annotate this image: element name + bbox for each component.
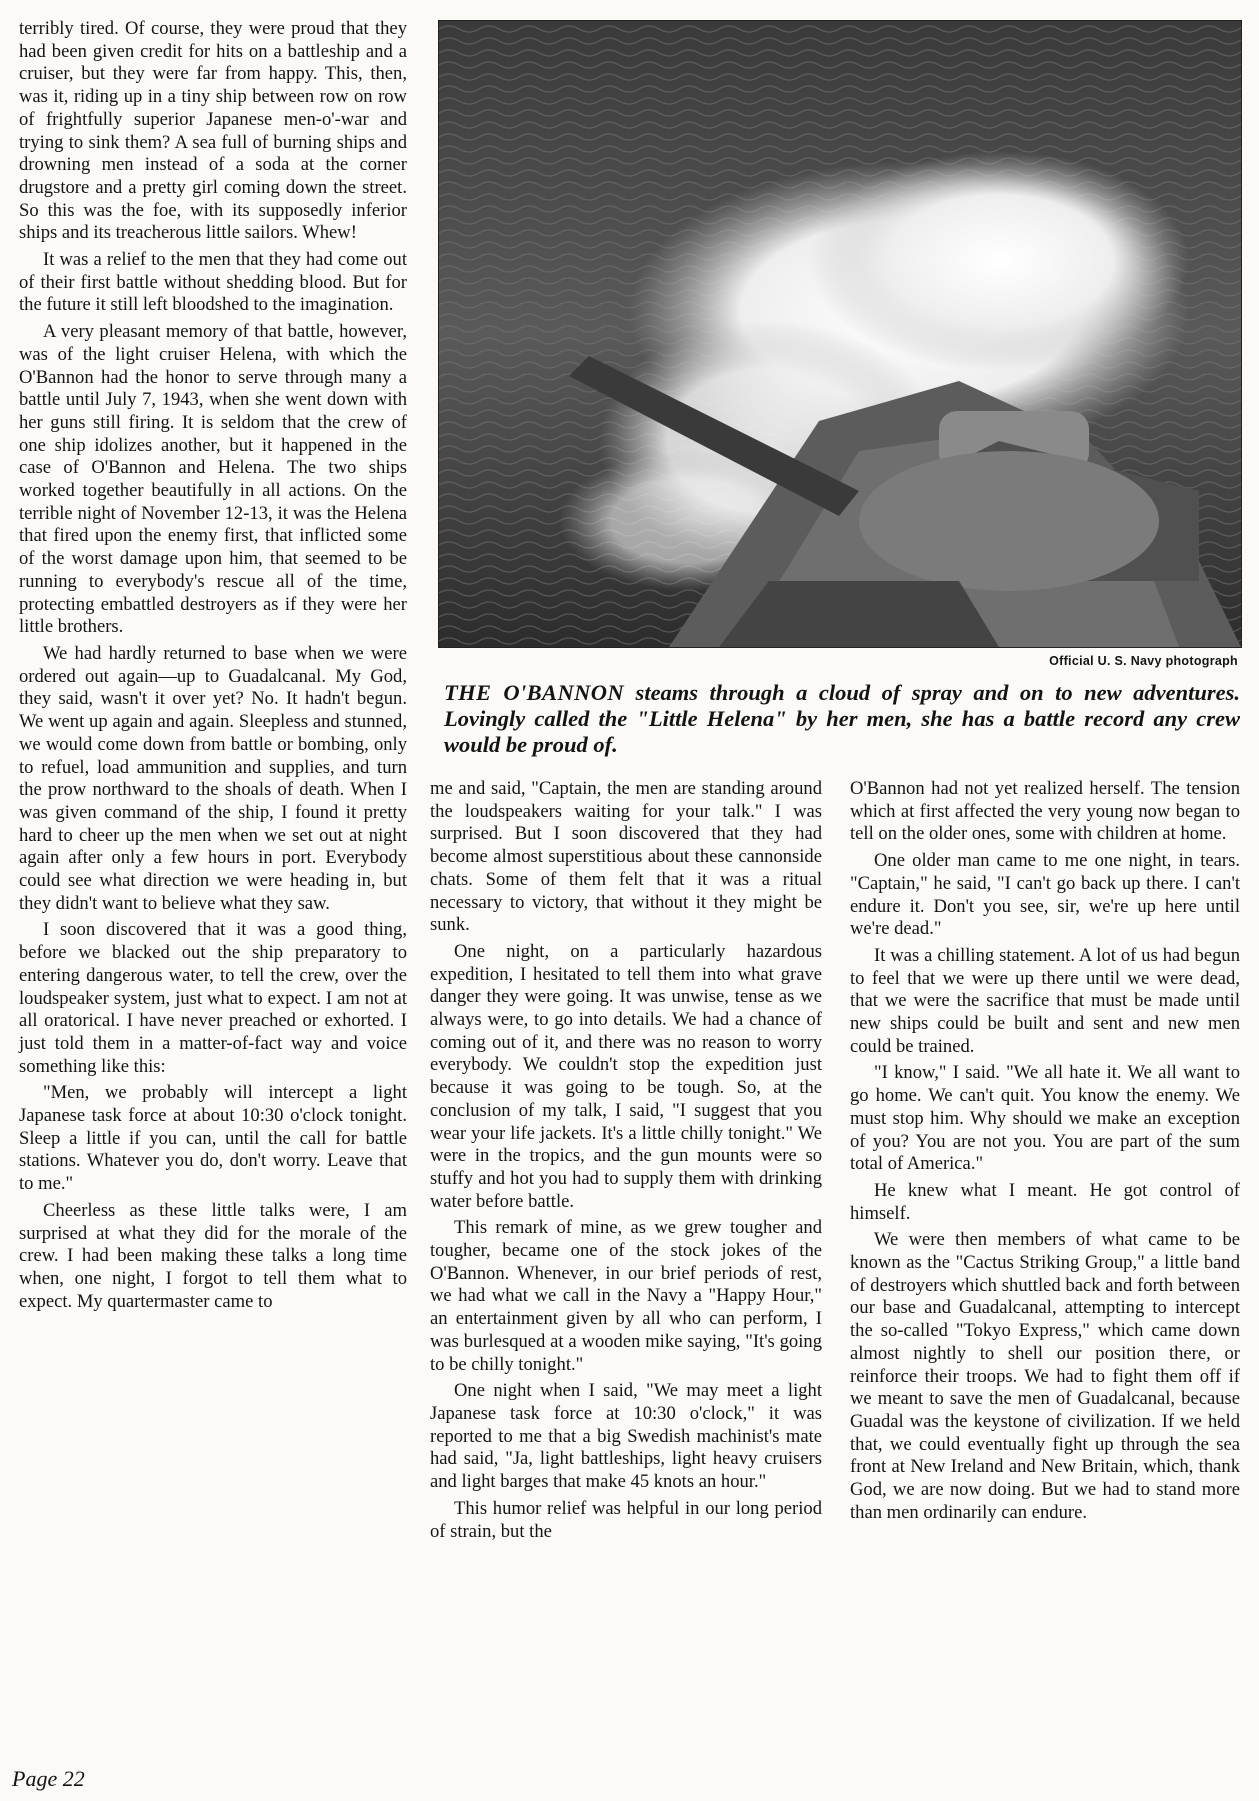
paragraph: We had hardly returned to base when we were ordered out again—up to Guadalcanal. My God, they said, wasn't it over yet? No. It hadn't begun. We went up again and again. Sleepless and stunned, we would come down from battle or bombing, only to refuel, load ammunition and supplies, and turn the prow northward to the shoals of death. When I was given command of the ship, I found it pretty hard to cheer up the men when we set out at night again after only a few hours in port. Everybody could see what direction we were heading in, but they didn't want to believe what they saw. (19, 642, 407, 914)
caption-lead: THE O'BANNON (444, 680, 625, 705)
paragraph: terribly tired. Of course, they were proud that they had been given credit for hits on a battleship and a cruiser, but they were far from happy. This, then, was it, riding up in a tiny ship between row on row of frightfully superior Japanese men-o'-war and trying to sink them? A sea full of burning ships and drowning men instead of a soda at the corner drugstore and a pretty girl coming down the street. So this was the foe, with its supposedly inferior ships and its treacherous little sailors. Whew! (19, 18, 407, 244)
paragraph: This humor relief was helpful in our long period of strain, but the (430, 1497, 822, 1542)
paragraph: me and said, "Captain, the men are standing around the loudspeakers waiting for your talk." I was surprised. But I soon discovered that they had become almost superstitious about these cannonside chats. Some of them felt that it was a ritual necessary to victory, that without it they might be sunk. (430, 778, 822, 936)
paragraph: "Men, we probably will intercept a light Japanese task force at about 10:30 o'clock tonight. Sleep a little if you can, until the call for battle stations. Whatever you do, don't worry. Leave that to me." (19, 1082, 407, 1195)
paragraph: One night when I said, "We may meet a light Japanese task force at 10:30 o'clock," it was reported to me that a big Swedish machinist's mate had said, "Ja, light battleships, light heavy cruisers and light barges that make 45 knots an hour." (430, 1380, 822, 1493)
paragraph: It was a relief to the men that they had come out of their first battle without shedding blood. But for the future it still left bloodshed to the imagination. (19, 249, 407, 316)
photo-caption (444, 680, 1240, 758)
article-column-3 (850, 778, 1240, 1529)
article-column-1 (19, 18, 407, 1317)
paragraph: He knew what I meant. He got control of himself. (850, 1179, 1240, 1224)
paragraph: A very pleasant memory of that battle, however, was of the light cruiser Helena, with which the O'Bannon had the honor to serve through many a battle until July 7, 1943, when she went down with her guns still firing. It is seldom that the crew of one ship idolizes another, but it happened in the case of O'Bannon and Helena. The two ships worked together beautifully in all actions. On the terrible night of November 12-13, it was the Helena that fired upon the enemy first, that inflicted some of the worst damage upon him, that seemed to be running to everybody's rescue all of the time, protecting embattled destroyers as if they were her little brothers. (19, 321, 407, 638)
destroyer-photograph (438, 20, 1242, 648)
paragraph: One night, on a particularly hazardous expedition, I hesitated to tell them into what grave danger they were going. It was unwise, tense as we always were, to go into details. We had a chance of coming out of it, and there was no reason to worry everybody. We couldn't stop the expedition just because it was going to be tough. So, at the conclusion of my talk, I said, "I suggest that you wear your life jackets. It's a little chilly tonight." We were in the tropics, and the gun mounts were so stuffy and hot you had to supply them with drinking water before battle. (430, 940, 822, 1212)
caption-text: steams through a cloud of spray and on to new adventures. Lovingly called the "Little Helena" by her men, she has a battle record any crew would be proud of. (444, 680, 1241, 757)
paragraph: Cheerless as these little talks were, I am surprised at what they did for the morale of the crew. I had been making these talks a long time when, one night, I forgot to tell them what to expect. My quartermaster came to (19, 1199, 407, 1312)
paragraph: It was a chilling statement. A lot of us had begun to feel that we were up there until we were dead, that we were the sacrifice that must be made until new ships could be built and sent and new men could be trained. (850, 944, 1240, 1057)
paragraph: One older man came to me one night, in tears. "Captain," he said, "I can't go back up there. I can't endure it. Don't you see, sir, we're up here until we're dead." (850, 850, 1240, 940)
paragraph: We were then members of what came to be known as the "Cactus Striking Group," a little band of destroyers which shuttled back and forth between our base and Guadalcanal, attempting to intercept the so-called "Tokyo Express," which came down almost nightly to shell our position there, or reinforce their troops. We had to fight them off if we meant to save the men of Guadalcanal, because Guadal was the keystone of civilization. If we held that, we could eventually fight up through the sea front at New Ireland and New Britain, which, thank God, we are now doing. But we had to stand more than men ordinarily can endure. (850, 1229, 1240, 1523)
page-number: Page 22 (12, 1766, 85, 1791)
paragraph: O'Bannon had not yet realized herself. The tension which at first affected the very young now began to tell on the older ones, some with children at home. (850, 778, 1240, 845)
paragraph: "I know," I said. "We all hate it. We all want to go home. We can't quit. You know the enemy. We must stop him. Why should we make an exception of you? You are not you. You are part of the sum total of America." (850, 1062, 1240, 1175)
photo-credit: Official U. S. Navy photograph (1049, 654, 1238, 668)
paragraph: I soon discovered that it was a good thing, before we blacked out the ship preparatory to entering dangerous water, to tell the crew, over the loudspeaker system, just what to expect. I am not at all oratorical. I have never preached or exhorted. I just told them in a matter-of-fact way and voice something like this: (19, 919, 407, 1077)
article-column-2 (430, 778, 822, 1547)
paragraph: This remark of mine, as we grew tougher and tougher, became one of the stock jokes of the O'Bannon. Whenever, in our brief periods of rest, we had what we call in the Navy a "Happy Hour," an entertainment given by all who can perform, I was burlesqued at a wooden mike saying, "It's going to be chilly tonight." (430, 1217, 822, 1375)
